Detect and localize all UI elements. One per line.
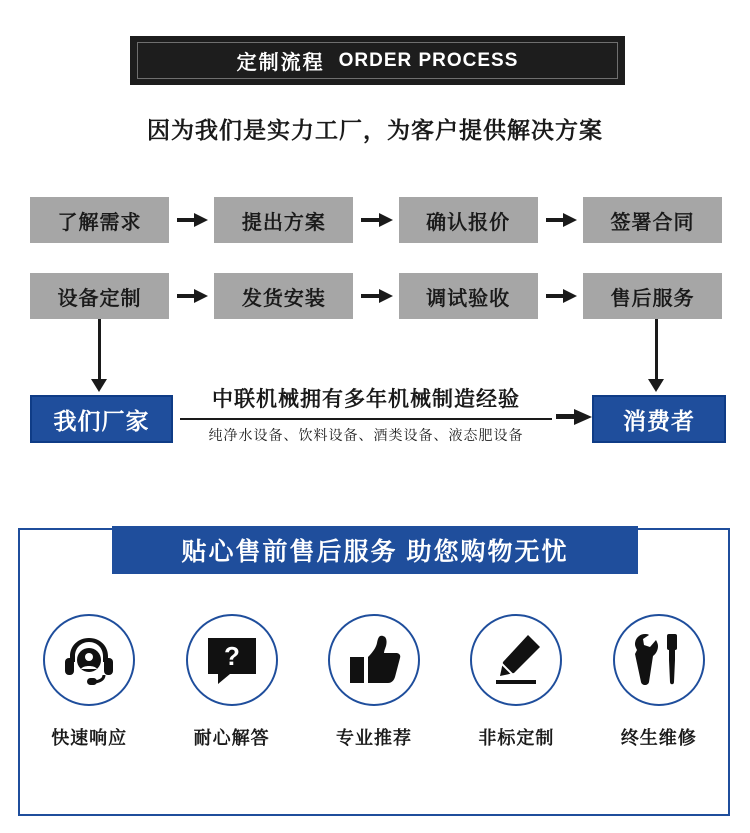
flow-row-2 <box>30 273 722 319</box>
flow-step-1: 了解需求 <box>30 197 169 243</box>
page-subtitle: 因为我们是实力工厂，为客户提供解决方案 <box>147 117 603 143</box>
connector-line-left <box>98 319 101 381</box>
flow-arrow-5 <box>353 289 398 303</box>
flow-arrow-6 <box>538 289 583 303</box>
flow-step-2: 提出方案 <box>214 197 353 243</box>
service-item-label: 耐心解答 <box>193 728 270 748</box>
arrow-down-icon <box>648 379 664 392</box>
order-process-banner <box>130 36 625 85</box>
service-item-label: 专业推荐 <box>335 728 412 748</box>
flow-step-5: 设备定制 <box>30 273 169 319</box>
service-item-label: 非标定制 <box>478 728 555 748</box>
flow-step-7: 调试验收 <box>399 273 538 319</box>
flow-arrow-2 <box>353 213 398 227</box>
service-item-label: 快速响应 <box>51 728 128 748</box>
service-item-fast-response <box>29 614 149 750</box>
middle-claim-main: 中联机械拥有多年机械制造经验 <box>212 388 520 411</box>
headset-icon <box>43 614 135 706</box>
arrow-right-icon <box>169 289 214 303</box>
service-item-label: 终生维修 <box>620 728 697 748</box>
arrow-right-icon <box>169 213 214 227</box>
order-process-banner-inner <box>137 42 618 79</box>
pencil-icon <box>470 614 562 706</box>
factory-label: 我们厂家 <box>30 395 173 443</box>
flow-arrow-3 <box>538 213 583 227</box>
thumbs-up-icon <box>328 614 420 706</box>
arrow-right-icon <box>353 213 398 227</box>
arrow-right-icon <box>538 213 583 227</box>
flow-step-6: 发货安装 <box>214 273 353 319</box>
service-item-list <box>18 614 730 750</box>
middle-claim <box>180 385 552 445</box>
banner-title-cn: 定制流程 <box>236 52 325 74</box>
flow-step-8: 售后服务 <box>583 273 722 319</box>
connector-line-right <box>655 319 658 381</box>
service-item-professional-recommend <box>314 614 434 750</box>
question-bubble-icon <box>186 614 278 706</box>
flow-arrow-4 <box>169 289 214 303</box>
middle-divider <box>180 418 552 420</box>
banner-title-en: ORDER PROCESS <box>338 49 519 71</box>
arrow-down-icon <box>91 379 107 392</box>
arrow-right-icon <box>353 289 398 303</box>
flow-step-3: 确认报价 <box>399 197 538 243</box>
flow-row-1 <box>30 197 722 243</box>
arrow-right-large-icon <box>556 409 594 425</box>
middle-claim-sub: 纯净水设备、饮料设备、酒类设备、液态肥设备 <box>208 427 524 443</box>
arrow-right-icon <box>538 289 583 303</box>
service-item-patient-answer <box>172 614 292 750</box>
consumer-label: 消费者 <box>592 395 726 443</box>
service-panel-title: 贴心售前售后服务 助您购物无忧 <box>112 526 638 574</box>
service-item-lifetime-maintenance <box>599 614 719 750</box>
wrench-screwdriver-icon <box>613 614 705 706</box>
service-item-custom-nonstandard <box>456 614 576 750</box>
flow-arrow-1 <box>169 213 214 227</box>
svg-text:?: ? <box>223 641 240 671</box>
flow-step-4: 签署合同 <box>583 197 722 243</box>
